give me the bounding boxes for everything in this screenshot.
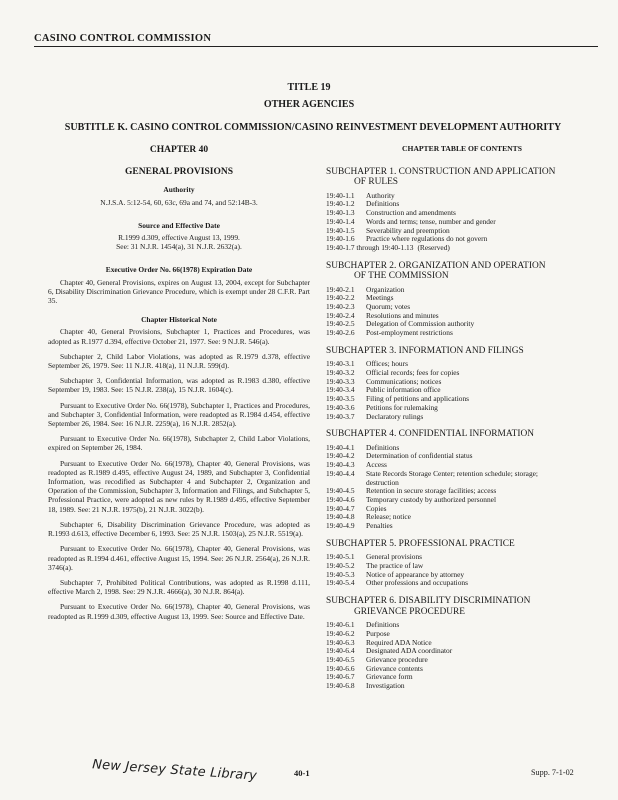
toc-section-title: Definitions [366,620,400,630]
toc-section-number: 19:40-1.4 [326,216,355,226]
chapter-number: CHAPTER 40 [149,145,209,155]
toc-section-number: 19:40-5.4 [326,578,355,588]
exec-order-text: Chapter 40, General Provisions, expires on August 13, 2004, except for Subchapter 6, Disability Discrimination Grievance Procedure, which is exempt under 28 C.F.R. Part 35. [48,277,310,306]
toc-section-title: Resolutions and minutes [366,310,439,320]
toc-entry [326,522,598,531]
toc-section-title: Communications; notices [366,376,442,386]
toc-section-number: 19:40-5.3 [326,569,355,579]
subchapter-heading [326,596,598,617]
subchapter-heading-line: SUBCHAPTER 1. CONSTRUCTION AND APPLICATION [326,166,556,177]
toc-section-number: 19:40-3.6 [326,402,355,412]
toc-section-number: 19:40-4.6 [326,494,355,504]
subchapter-heading [326,167,598,188]
subtitle: SUBTITLE K. CASINO CONTROL COMMISSION/CASINO REINVESTMENT DEVELOPMENT AUTHORITY [64,122,562,133]
toc-section-number: 19:40-4.3 [326,460,355,470]
toc-section-title: Copies [366,503,387,513]
toc-section-title: Official records; fees for copies [366,368,460,378]
toc-section-title: Temporary custody by authorized personnel [366,494,497,504]
header-rule [34,46,598,47]
subchapter-heading-continuation: OF THE COMMISSION [354,271,449,282]
toc-section-title: Grievance form [366,672,413,682]
toc-section-number: 19:40-4.2 [326,451,355,461]
toc-entry [326,413,598,422]
left-column [48,142,310,627]
toc-section-number: 19:40-6.8 [326,681,355,691]
toc-section-title: Access [366,460,387,470]
toc-section-title: The practice of law [366,561,424,570]
history-note: Subchapter 7, Prohibited Political Contributions, was adopted as R.1998 d.111, effective March 2, 1998. See: 29 N.J.R. 4666(a), 30 N.J.R. 864(a). [48,577,310,597]
toc-subchapter [326,596,598,691]
toc-section-number: 19:40-4.5 [326,486,355,496]
toc-section-number: 19:40-6.3 [326,637,355,647]
subchapter-heading [326,346,598,357]
chapter-name: GENERAL PROVISIONS [125,167,233,178]
history-note: Pursuant to Executive Order No. 66(1978), Chapter 40, General Provisions, was readopted as R.1989 d.495, effective August 24, 1989, and Subchapter 3, Confidential Information, was recodified as Subchapter 4 and Subchapter 2, Organization and Operation of the Commission, Subchapter 3, Information and Filings, and Subchapter 5, Professional Practice, were adopted as new rules by R.1989 d.495, effective September 18, 1989. See: 21 N.J.R. 1975(b), 21 N.J.R. 3022(b). [48,458,310,514]
history-note: Pursuant to Executive Order No. 66(1978), Chapter 40, General Provisions, was readopted as R.1994 d.461, effective August 15, 1994. See: 26 N.J.R. 2564(a), 26 N.J.R. 3746(a). [48,544,310,572]
subchapter-heading-line: SUBCHAPTER 6. DISABILITY DISCRIMINATION [326,596,531,607]
toc-section-number: 19:40-3.5 [326,394,355,404]
toc-section-number: 19:40-1.7 through 19:40-1.13 [326,242,414,252]
toc-section-number: 19:40-6.7 [326,672,355,682]
toc-section-title: Meetings [366,293,394,303]
subchapter-heading-continuation: GRIEVANCE PROCEDURE [354,606,466,617]
toc-section-title: Declaratory rulings [366,411,424,421]
toc-section-number: 19:40-2.6 [326,328,355,338]
toc-section-title: Grievance contents [366,663,423,673]
toc-section-title: Severability and preemption [366,225,450,235]
toc-section-number: 19:40-2.4 [326,310,355,320]
history-note: Pursuant to Executive Order No. 66(1978), Subchapter 2, Child Labor Violations, expired on September 26, 1984. [48,434,310,453]
toc-section-number: 19:40-2.1 [326,284,355,294]
toc-section-number: 19:40-3.1 [326,359,355,369]
toc-section-number: 19:40-1.3 [326,208,355,218]
toc-section-title: Practice where regulations do not govern [366,234,488,244]
toc-section-title-continuation: destruction [366,477,399,487]
toc-subchapter [326,346,598,421]
toc-section-title: Organization [366,284,405,294]
history-note: Pursuant to Executive Order No. 66(1978), Subchapter 1, Practices and Procedures, and Subchapter 3, Confidential Information, were readopted as R.1984 d.454, effective September 26, 1984. See: 16 N.J.R. 2259(a), 16 N.J.R. 2852(a). [48,400,310,429]
toc-section-title: Construction and amendments [366,208,456,218]
toc-section-number: 19:40-3.4 [326,385,355,395]
toc-section-number: 19:40-4.9 [326,521,355,531]
history-note: Pursuant to Executive Order No. 66(1978), Chapter 40, General Provisions, was readopted as R.1999 d.309, effective August 13, 1999. See: Source and Effective Date. [48,602,310,621]
subchapter-heading-line: SUBCHAPTER 3. INFORMATION AND FILINGS [326,345,524,356]
library-stamp: New Jersey State Library [91,757,258,784]
source-heading: Source and Effective Date [138,220,220,230]
toc-section-title: Words and terms; tense, number and gender [366,216,496,226]
title-number: TITLE 19 [287,82,331,93]
toc-section-number: 19:40-3.2 [326,368,355,378]
toc-section-title: Investigation [366,681,405,691]
toc-section-number: 19:40-3.3 [326,376,355,386]
toc-section-title: Filing of petitions and applications [366,394,470,404]
history-note: Subchapter 3, Confidential Information, was adopted as R.1983 d.380, effective September 19, 1983. See: 15 N.J.R. 238(a), 15 N.J.R. 1604(c). [48,376,310,395]
toc-section-title: Grievance procedure [366,654,428,664]
subchapter-heading-line: SUBCHAPTER 4. CONFIDENTIAL INFORMATION [326,429,534,440]
toc-section-title: Delegation of Commission authority [366,319,475,329]
authority-text: N.J.S.A. 5:12-54, 60, 63c, 69a and 74, and 52:14B-3. [100,197,258,207]
toc-section-title: Petitions for rulemaking [366,402,438,412]
toc-section-title: Other professions and occupations [366,578,469,588]
toc-section-title: Definitions [366,199,400,209]
page-number: 40-1 [294,768,310,778]
toc-section-number: 19:40-1.5 [326,225,355,235]
subchapter-heading [326,429,598,440]
subchapter-heading-line: SUBCHAPTER 2. ORGANIZATION AND OPERATION [326,260,546,271]
toc-section-number: 19:40-6.6 [326,663,355,673]
toc-section-title: Release; notice [366,512,411,522]
toc-section-number: 19:40-4.4 [326,468,355,478]
toc-section-title: Authority [366,190,395,200]
right-column [326,142,598,699]
toc-section-title: Determination of confidential status [366,451,473,461]
agency-title: OTHER AGENCIES [263,99,355,110]
toc-section-number: 19:40-5.1 [326,552,355,562]
authority-heading: Authority [163,185,195,195]
toc-subchapter [326,261,598,338]
history-note: Subchapter 2, Child Labor Violations, was adopted as R.1979 d.378, effective September 26, 1979. See: 11 N.J.R. 418(a), 11 N.J.R. 599(d). [48,351,310,371]
toc-section-number: 19:40-1.2 [326,199,355,209]
toc-section-title: Designated ADA coordinator [366,646,453,656]
toc-subchapter [326,539,598,588]
toc-section-title: Public information office [366,385,441,395]
toc-section-number: 19:40-6.1 [326,620,355,630]
toc-section-title: (Reserved) [417,242,450,252]
toc-section-number: 19:40-6.5 [326,654,355,664]
toc-section-title: Purpose [366,628,390,638]
toc-section-number: 19:40-5.2 [326,561,355,570]
toc-section-title: Notice of appearance by attorney [366,569,465,579]
toc-section-number: 19:40-3.7 [326,411,355,421]
subchapter-heading [326,261,598,282]
toc-section-number: 19:40-1.6 [326,234,355,244]
subchapter-heading-continuation: OF RULES [354,177,399,188]
toc-section-title: Offices; hours [366,359,408,369]
toc-section-title: Post-employment restrictions [366,328,453,338]
history-note: Chapter 40, General Provisions, Subchapter 1, Practices and Procedures, was adopted as R.1977 d.394, effective October 21, 1977. See: 9 N.J.R. 546(a). [48,327,310,346]
toc-entry [326,244,598,253]
toc-section-title: State Records Storage Center; retention schedule; storage; [366,468,538,478]
source-line-1: R.1999 d.309, effective August 13, 1999. [118,233,240,243]
running-header: CASINO CONTROL COMMISSION [34,33,212,44]
toc-section-number: 19:40-4.1 [326,442,355,452]
toc-section-number: 19:40-1.1 [326,190,355,200]
toc-section-number: 19:40-2.3 [326,302,355,312]
toc-section-number: 19:40-6.4 [326,646,355,656]
toc-section-number: 19:40-4.8 [326,512,355,522]
subchapter-heading-line: SUBCHAPTER 5. PROFESSIONAL PRACTICE [326,538,515,549]
toc-section-title: Quorum; votes [366,302,411,312]
toc-title: CHAPTER TABLE OF CONTENTS [402,144,522,153]
history-heading: Chapter Historical Note [141,315,217,325]
toc-section-number: 19:40-2.2 [326,293,355,303]
subchapter-heading [326,539,598,550]
history-note: Subchapter 6, Disability Discrimination Grievance Procedure, was adopted as R.1993 d.613, effective December 6, 1993. See: 25 N.J.R. 1503(a), 25 N.J.R. 5519(a). [48,519,310,539]
toc-section-title: Required ADA Notice [366,637,432,647]
table-of-contents [326,167,598,691]
toc-section-number: 19:40-2.5 [326,319,355,329]
source-line-2: See: 31 N.J.R. 1454(a), 31 N.J.R. 2632(a). [116,242,242,252]
toc-entry [326,329,598,338]
toc-section-number: 19:40-4.7 [326,503,355,513]
supplement-date: Supp. 7-1-02 [531,768,574,777]
history-notes [48,327,310,620]
exec-order-heading: Executive Order No. 66(1978) Expiration Date [105,265,253,275]
toc-section-title: General provisions [366,552,423,562]
toc-section-title: Penalties [366,521,393,531]
toc-subchapter [326,167,598,253]
toc-section-number: 19:40-6.2 [326,628,355,638]
toc-entry [326,579,598,588]
toc-entry [326,682,598,691]
toc-section-title: Definitions [366,442,400,452]
toc-subchapter [326,429,598,531]
toc-section-title: Retention in secure storage facilities; access [366,486,497,496]
